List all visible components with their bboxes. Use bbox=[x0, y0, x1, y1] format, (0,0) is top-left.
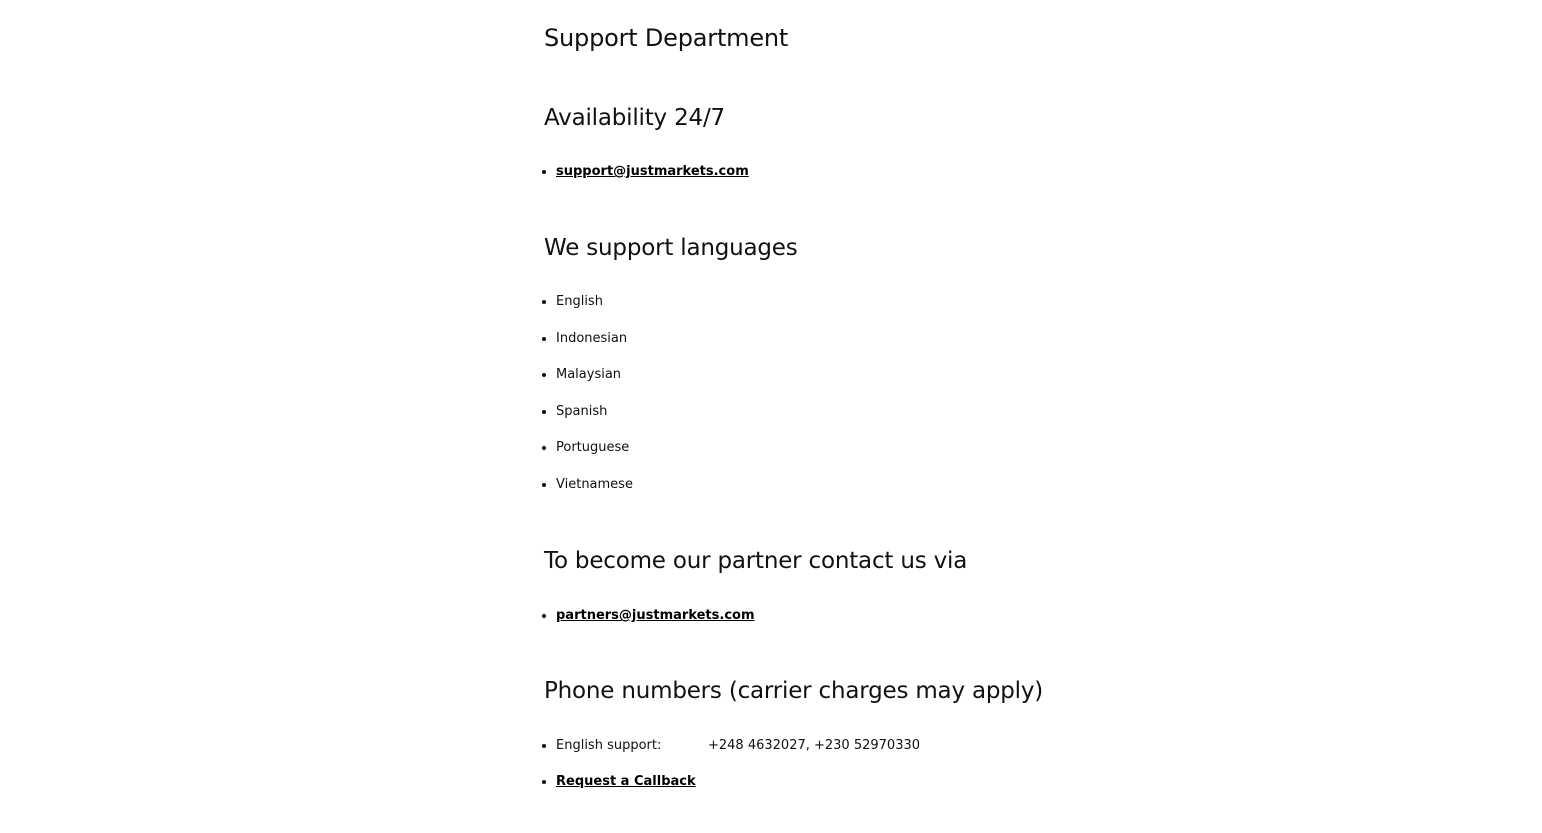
language-portuguese: • Portuguese bbox=[556, 439, 633, 457]
list-item bbox=[556, 607, 755, 625]
page-title: Support Department bbox=[544, 24, 789, 52]
language-vietnamese: • Vietnamese bbox=[556, 476, 633, 494]
languages-heading: We support languages bbox=[544, 235, 798, 261]
language-spanish: • Spanish bbox=[556, 403, 633, 421]
language-malaysian: • Malaysian bbox=[556, 366, 633, 384]
phones-list bbox=[544, 737, 920, 808]
partners-heading: To become our partner contact us via bbox=[544, 548, 968, 574]
phones-heading: Phone numbers (carrier charges may apply) bbox=[544, 678, 1044, 704]
language-english: • English bbox=[556, 293, 633, 311]
availability-heading: Availability 24/7 bbox=[544, 105, 725, 131]
partners-email-link[interactable]: partners@justmarkets.com bbox=[556, 608, 755, 623]
support-email-link[interactable]: support@justmarkets.com bbox=[556, 164, 749, 179]
phone-item-english bbox=[556, 737, 920, 755]
request-callback-link[interactable]: Request a Callback bbox=[556, 773, 696, 789]
list-item bbox=[556, 773, 920, 791]
list-item bbox=[556, 163, 749, 181]
english-support-label: English support: bbox=[556, 738, 662, 753]
availability-list bbox=[544, 163, 749, 181]
language-indonesian: • Indonesian bbox=[556, 330, 633, 348]
partners-list bbox=[544, 607, 755, 625]
languages-list bbox=[544, 293, 633, 512]
support-content bbox=[544, 0, 1244, 789]
english-support-numbers: +248 4632027, +230 52970330 bbox=[708, 738, 921, 753]
